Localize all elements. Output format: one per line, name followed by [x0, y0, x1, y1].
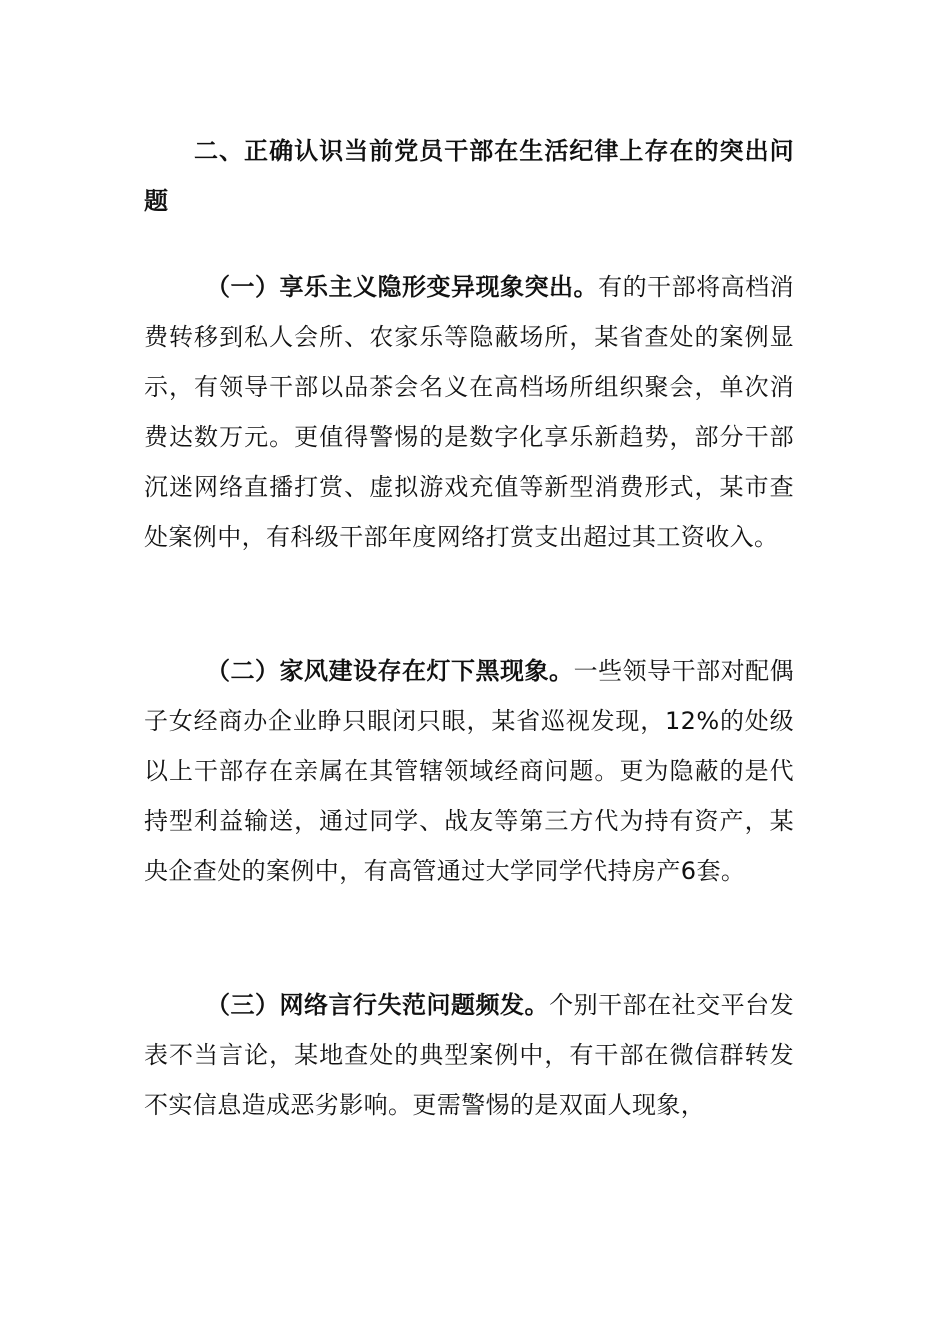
paragraph-2-lead: （二）家风建设存在灯下黑现象。 — [206, 657, 574, 685]
paragraph-3 — [144, 980, 794, 1130]
paragraph-1 — [144, 262, 794, 562]
paragraph-1-body: 有的干部将高档消费转移到私人会所、农家乐等隐蔽场所，某省查处的案例显示，有领导干部以品茶会名义在高档场所组织聚会，单次消费达数万元。更值得警惕的是数字化享乐新趋势，部分干部沉迷网络直播打赏、虚拟游戏充值等新型消费形式，某市查处案例中，有科级干部年度网络打赏支出超过其工资收入。 — [144, 273, 794, 551]
paragraph-3-body: 个别干部在社交平台发表不当言论，某地查处的典型案例中，有干部在微信群转发不实信息造成恶劣影响。更需警惕的是双面人现象， — [144, 991, 794, 1119]
paragraph-3-lead: （三）网络言行失范问题频发。 — [206, 991, 550, 1019]
paragraph-2-body: 一些领导干部对配偶子女经商办企业睁只眼闭只眼，某省巡视发现，12%的处级以上干部存在亲属在其管辖领域经商问题。更为隐蔽的是代持型利益输送，通过同学、战友等第三方代为持有资产，某央企查处的案例中，有高管通过大学同学代持房产6套。 — [144, 657, 794, 885]
paragraph-2 — [144, 646, 794, 896]
paragraph-1-lead: （一）享乐主义隐形变异现象突出。 — [206, 273, 599, 301]
section-heading: 二、正确认识当前党员干部在生活纪律上存在的突出问题 — [144, 137, 794, 215]
